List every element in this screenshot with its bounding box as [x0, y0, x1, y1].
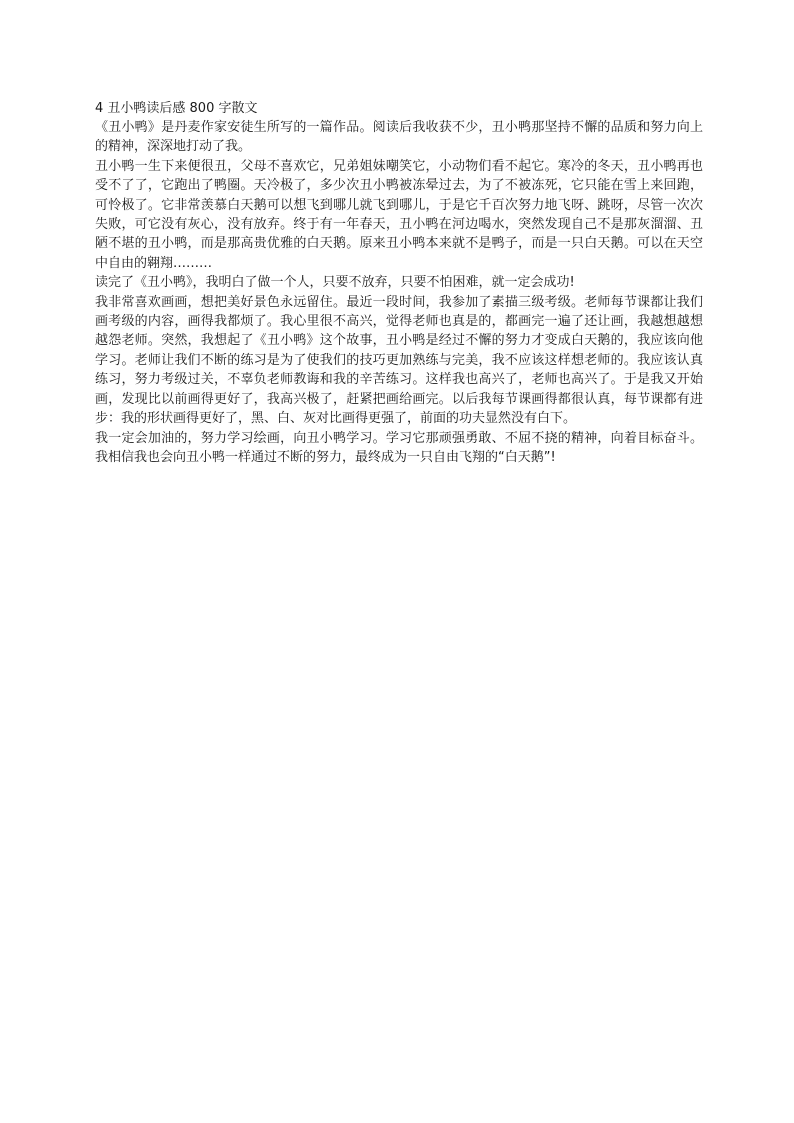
paragraph-conclusion: 我一定会加油的，努力学习绘画，向丑小鸭学习。学习它那顽强勇敢、不屈不挠的精神，向着目标奋斗。我相信我也会向丑小鸭一样通过不断的努力，最终成为一只自由飞翔的“白天鹅”!: [95, 430, 703, 465]
paragraph-drawing: 我非常喜欢画画，想把美好景色永远留住。最近一段时间，我参加了素描三级考级。老师每节课都让我们画考级的内容，画得我都烦了。我心里很不高兴，觉得老师也真是的，都画完一遍了还让画，我越想越想越怨老师。突然，我想起了《丑小鸭》这个故事，丑小鸭是经过不懈的努力才变成白天鹅的，我应该向他学习。老师让我们不断的练习是为了使我们的技巧更加熟练与完美，我不应该这样想老师的。我应该认真练习，努力考级过关，不辜负老师教诲和我的辛苦练习。这样我也高兴了，老师也高兴了。于是我又开始画，发现比以前画得更好了，我高兴极了，赶紧把画给画完。以后我每节课画得都很认真，每节课都有进步：我的形状画得更好了，黑、白、灰对比画得更强了，前面的功夫显然没有白下。: [95, 294, 703, 427]
paragraph-lesson: 读完了《丑小鸭》，我明白了做一个人，只要不放弃，只要不怕困难，就一定会成功!: [95, 275, 575, 291]
paragraph-intro: 《丑小鸭》是丹麦作家安徒生所写的一篇作品。阅读后我收获不少，丑小鸭那坚持不懈的品质和努力向上的精神，深深地打动了我。: [95, 120, 703, 155]
paragraph-story: 丑小鸭一生下来便很丑，父母不喜欢它，兄弟姐妹嘲笑它，小动物们看不起它。寒冷的冬天，丑小鸭再也受不了了，它跑出了鸭圈。天冷极了，多少次丑小鸭被冻晕过去，为了不被冻死，它只能在雪上来回跑，可怜极了。它非常羡慕白天鹅可以想飞到哪儿就飞到哪儿，于是它千百次努力地飞呀、跳呀，尽管一次次失败，可它没有灰心，没有放弃。终于有一年春天，丑小鸭在河边喝水，突然发现自己不是那灰溜溜、丑陋不堪的丑小鸭，而是那高贵优雅的白天鹅。原来丑小鸭本来就不是鸭子，而是一只白天鹅。可以在天空中自由的翱翔………: [95, 158, 703, 271]
document-body: [95, 99, 703, 467]
document-title: 4 丑小鸭读后感 800 字散文: [95, 101, 258, 116]
